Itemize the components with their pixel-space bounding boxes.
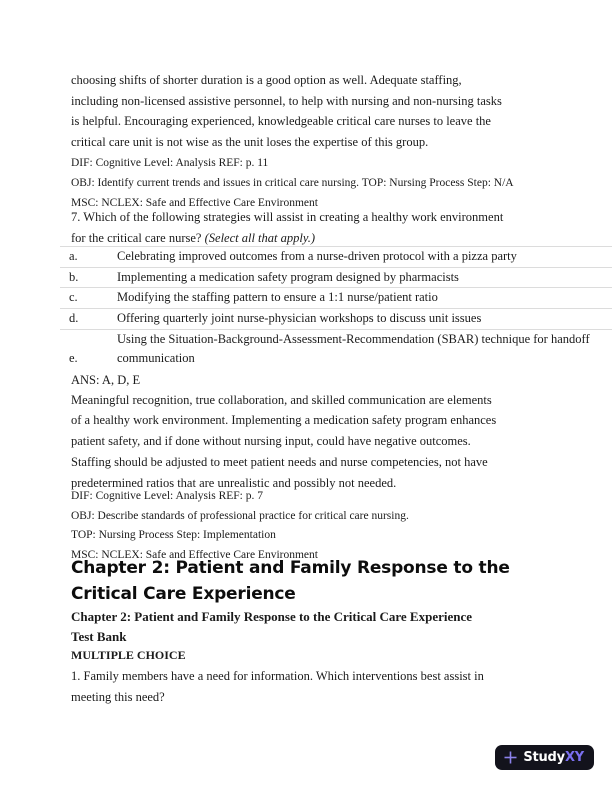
option-text: Offering quarterly joint nurse-physician workshops to discuss unit issues: [117, 311, 482, 325]
explanation-line: critical care unit is not wise as the unit loses the expertise of this group.: [71, 135, 429, 150]
question-7: [71, 207, 612, 248]
question-7-line1: 7. Which of the following strategies will assist in creating a healthy work environment: [71, 209, 504, 224]
option-text: Modifying the staffing pattern to ensure a 1:1 nurse/patient ratio: [117, 290, 438, 305]
option-row-b: [60, 267, 612, 288]
select-all-note: (Select all that apply.): [204, 230, 315, 245]
dif-line: DIF: Cognitive Level: Analysis REF: p. 11: [71, 156, 269, 169]
answer6-explanation: [71, 70, 612, 153]
explanation-line: Staffing should be adjusted to meet patient needs and nurse competencies, not have: [71, 454, 488, 469]
explanation-line: predetermined ratios that are unrealistic and possibly not needed.: [71, 475, 397, 490]
explanation-line: including non-licensed assistive personnel, to help with nursing and non-nursing tasks: [71, 93, 502, 108]
answer-7-explanation: [71, 390, 612, 494]
studyxy-logo: [495, 745, 594, 770]
chapter-2-heading: [71, 556, 612, 607]
option-label: b.: [69, 269, 79, 284]
answer-7-key: ANS: A, D, E: [71, 372, 141, 387]
option-row-c: [60, 287, 612, 308]
obj-line: OBJ: Identify current trends and issues in critical care nursing. TOP: Nursing Process Step: N/A: [71, 176, 514, 189]
chapter-heading-line1: Chapter 2: Patient and Family Response to the: [71, 558, 510, 579]
question-1: [71, 666, 612, 707]
explanation-line: of a healthy work environment. Implementing a medication safety program enhances: [71, 413, 497, 428]
explanation-line: choosing shifts of shorter duration is a good option as well. Adequate staffing,: [71, 73, 462, 87]
option-label: a.: [69, 249, 78, 264]
test-bank-label: Test Bank: [71, 628, 127, 644]
question-1-line2: meeting this need?: [71, 689, 165, 704]
option-row-e: [60, 329, 612, 369]
question-7-line2: [71, 228, 612, 249]
explanation-line: patient safety, and if done without nursing input, could have negative outcomes.: [71, 434, 471, 449]
chapter-2-subtitle: Chapter 2: Patient and Family Response to the Critical Care Experience: [71, 609, 473, 625]
multiple-choice-label: MULTIPLE CHOICE: [71, 648, 186, 663]
question-7-options: [60, 246, 612, 369]
option-label: c.: [69, 290, 78, 305]
option-label: d.: [69, 311, 79, 325]
option-e-line1: Using the Situation-Background-Assessment-Recommendation (SBAR) technique for handoff: [117, 331, 590, 346]
option-text: Implementing a medication safety program designed by pharmacists: [117, 269, 459, 284]
answer6-metadata: [71, 153, 612, 213]
question-7-stem: for the critical care nurse?: [71, 230, 205, 245]
option-label: e.: [69, 351, 78, 366]
option-row-a: [60, 246, 612, 267]
plus-icon: [503, 750, 518, 765]
option-row-d: [60, 308, 612, 329]
dif-line: DIF: Cognitive Level: Analysis REF: p. 7: [71, 490, 263, 503]
explanation-line: is helpful. Encouraging experienced, knowledgeable critical care nurses to leave the: [71, 114, 491, 129]
top-line: TOP: Nursing Process Step: Implementation: [71, 529, 276, 542]
brand-name-primary: Study: [523, 750, 565, 765]
explanation-line: Meaningful recognition, true collaboration, and skilled communication are elements: [71, 392, 492, 407]
option-text: [117, 330, 612, 369]
option-e-line2: communication: [117, 351, 195, 366]
option-text: Celebrating improved outcomes from a nurse-driven protocol with a pizza party: [117, 249, 517, 264]
brand-name-accent: XY: [564, 750, 584, 765]
question-1-line1: 1. Family members have a need for information. Which interventions best assist in: [71, 668, 484, 683]
chapter-heading-line2: Critical Care Experience: [71, 583, 296, 604]
obj-line: OBJ: Describe standards of professional practice for critical care nursing.: [71, 509, 409, 522]
answer-7-metadata: [71, 487, 612, 565]
msc-line: MSC: NCLEX: Safe and Effective Care Environment: [71, 548, 318, 561]
document-content: [71, 70, 612, 707]
msc-line: MSC: NCLEX: Safe and Effective Care Environment: [71, 196, 318, 209]
brand-name: [523, 750, 584, 765]
